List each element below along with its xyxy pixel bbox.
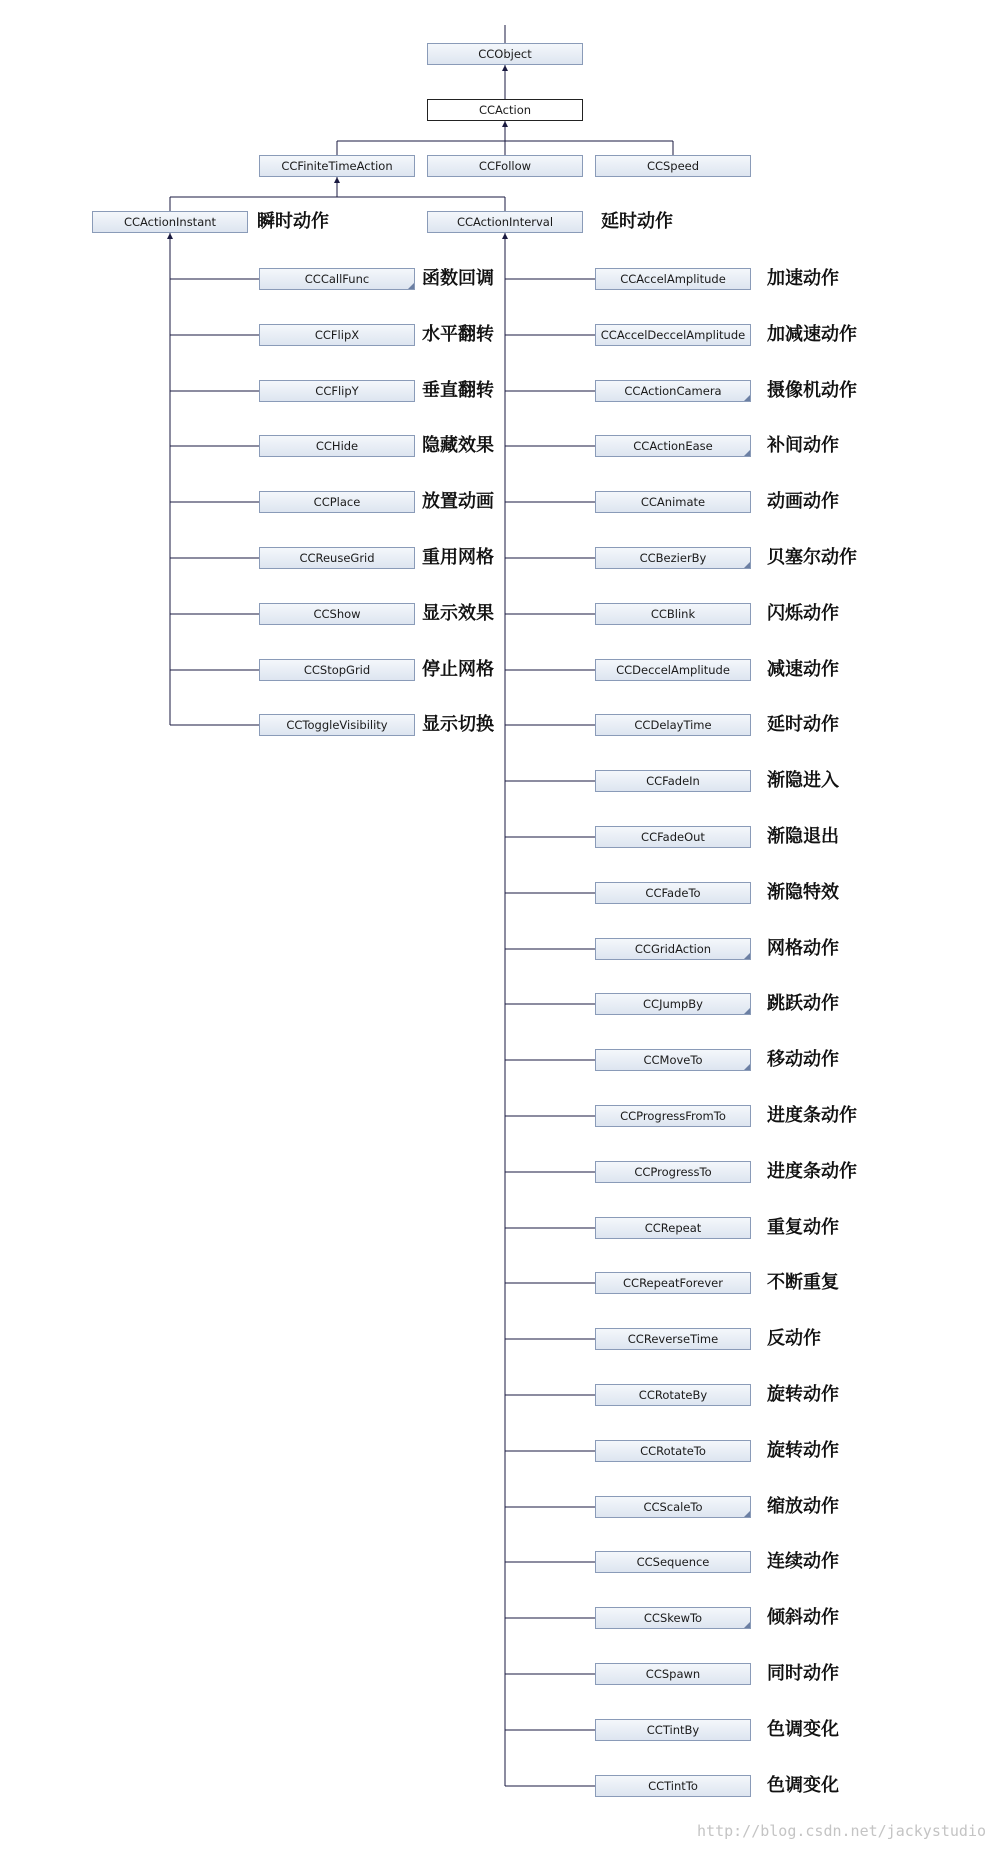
label-ccbezierby: 贝塞尔动作: [767, 547, 857, 568]
label-cctintto: 色调变化: [767, 1775, 839, 1796]
label-ccshow: 显示效果: [422, 603, 494, 624]
node-ccrepeatforever: CCRepeatForever: [595, 1272, 751, 1294]
node-ccprogressto: CCProgressTo: [595, 1161, 751, 1183]
label-ccstopgrid: 停止网格: [422, 659, 494, 680]
node-ccspeed: CCSpeed: [595, 155, 751, 177]
label-cccallfunc: 函数回调: [422, 268, 494, 289]
node-ccdeccelamplitude: CCDeccelAmplitude: [595, 659, 751, 681]
node-cctintto: CCTintTo: [595, 1775, 751, 1797]
node-ccfadeto: CCFadeTo: [595, 882, 751, 904]
node-ccacceldeccelamplitude: CCAccelDeccelAmplitude: [595, 324, 751, 346]
node-ccreusegrid: CCReuseGrid: [259, 547, 415, 569]
node-ccreversetime: CCReverseTime: [595, 1328, 751, 1350]
label-ccblink: 闪烁动作: [767, 603, 839, 624]
label-ccactionease: 补间动作: [767, 435, 839, 456]
label-ccflipy: 垂直翻转: [422, 380, 494, 401]
label-ccreusegrid: 重用网格: [422, 547, 494, 568]
label-ccfadein: 渐隐进入: [767, 770, 839, 791]
node-ccstopgrid: CCStopGrid: [259, 659, 415, 681]
label-cctintby: 色调变化: [767, 1719, 839, 1740]
label-ccprogressfromto: 进度条动作: [767, 1105, 857, 1126]
node-ccskewto: CCSkewTo: [595, 1607, 751, 1629]
watermark: http://blog.csdn.net/jackystudio: [697, 1822, 986, 1840]
node-ccbezierby: CCBezierBy: [595, 547, 751, 569]
node-ccshow: CCShow: [259, 603, 415, 625]
arrowhead: [167, 233, 173, 239]
node-ccobject: CCObject: [427, 43, 583, 65]
label-instant: 瞬时动作: [257, 211, 329, 232]
label-ccspawn: 同时动作: [767, 1663, 839, 1684]
label-ccrotateby: 旋转动作: [767, 1384, 839, 1405]
node-ccrepeat: CCRepeat: [595, 1217, 751, 1239]
node-ccscaleto: CCScaleTo: [595, 1496, 751, 1518]
arrowhead: [502, 65, 508, 71]
arrowhead: [334, 177, 340, 183]
label-ccactioncamera: 摄像机动作: [767, 380, 857, 401]
label-ccrotateto: 旋转动作: [767, 1440, 839, 1461]
label-ccskewto: 倾斜动作: [767, 1607, 839, 1628]
node-cctogglevisibility: CCToggleVisibility: [259, 714, 415, 736]
node-ccactioncamera: CCActionCamera: [595, 380, 751, 402]
node-ccgridaction: CCGridAction: [595, 938, 751, 960]
label-ccrepeat: 重复动作: [767, 1217, 839, 1238]
node-ccaccelamplitude: CCAccelAmplitude: [595, 268, 751, 290]
node-ccrotateto: CCRotateTo: [595, 1440, 751, 1462]
label-ccdelaytime: 延时动作: [767, 714, 839, 735]
label-ccfadeto: 渐隐特效: [767, 882, 839, 903]
label-ccscaleto: 缩放动作: [767, 1496, 839, 1517]
label-ccsequence: 连续动作: [767, 1551, 839, 1572]
label-ccaccelamplitude: 加速动作: [767, 268, 839, 289]
arrowhead: [502, 121, 508, 127]
node-cchide: CCHide: [259, 435, 415, 457]
arrowhead: [502, 233, 508, 239]
node-ccrotateby: CCRotateBy: [595, 1384, 751, 1406]
node-cctintby: CCTintBy: [595, 1719, 751, 1741]
label-interval: 延时动作: [601, 211, 673, 232]
label-ccfadeout: 渐隐退出: [767, 826, 839, 847]
label-ccmoveto: 移动动作: [767, 1049, 839, 1070]
node-ccblink: CCBlink: [595, 603, 751, 625]
label-ccprogressto: 进度条动作: [767, 1161, 857, 1182]
label-ccjumpby: 跳跃动作: [767, 993, 839, 1014]
label-ccrepeatforever: 不断重复: [767, 1272, 839, 1293]
label-ccreversetime: 反动作: [767, 1328, 821, 1349]
node-ccanimate: CCAnimate: [595, 491, 751, 513]
node-ccsequence: CCSequence: [595, 1551, 751, 1573]
label-ccanimate: 动画动作: [767, 491, 839, 512]
node-ccmoveto: CCMoveTo: [595, 1049, 751, 1071]
node-ccprogressfromto: CCProgressFromTo: [595, 1105, 751, 1127]
node-ccfinitetimeaction: CCFiniteTimeAction: [259, 155, 415, 177]
label-ccplace: 放置动画: [422, 491, 494, 512]
node-ccplace: CCPlace: [259, 491, 415, 513]
node-ccactionease: CCActionEase: [595, 435, 751, 457]
label-ccacceldeccelamplitude: 加减速动作: [767, 324, 857, 345]
node-ccjumpby: CCJumpBy: [595, 993, 751, 1015]
node-cccallfunc: CCCallFunc: [259, 268, 415, 290]
node-ccactioninterval: CCActionInterval: [427, 211, 583, 233]
label-ccgridaction: 网格动作: [767, 938, 839, 959]
label-cctogglevisibility: 显示切换: [422, 714, 494, 735]
node-ccdelaytime: CCDelayTime: [595, 714, 751, 736]
label-ccdeccelamplitude: 减速动作: [767, 659, 839, 680]
node-ccaction: CCAction: [427, 99, 583, 121]
node-ccspawn: CCSpawn: [595, 1663, 751, 1685]
node-ccfollow: CCFollow: [427, 155, 583, 177]
node-ccflipy: CCFlipY: [259, 380, 415, 402]
node-ccflipx: CCFlipX: [259, 324, 415, 346]
node-ccfadein: CCFadeIn: [595, 770, 751, 792]
label-cchide: 隐藏效果: [422, 435, 494, 456]
label-ccflipx: 水平翻转: [422, 324, 494, 345]
node-ccfadeout: CCFadeOut: [595, 826, 751, 848]
node-ccactioninstant: CCActionInstant: [92, 211, 248, 233]
